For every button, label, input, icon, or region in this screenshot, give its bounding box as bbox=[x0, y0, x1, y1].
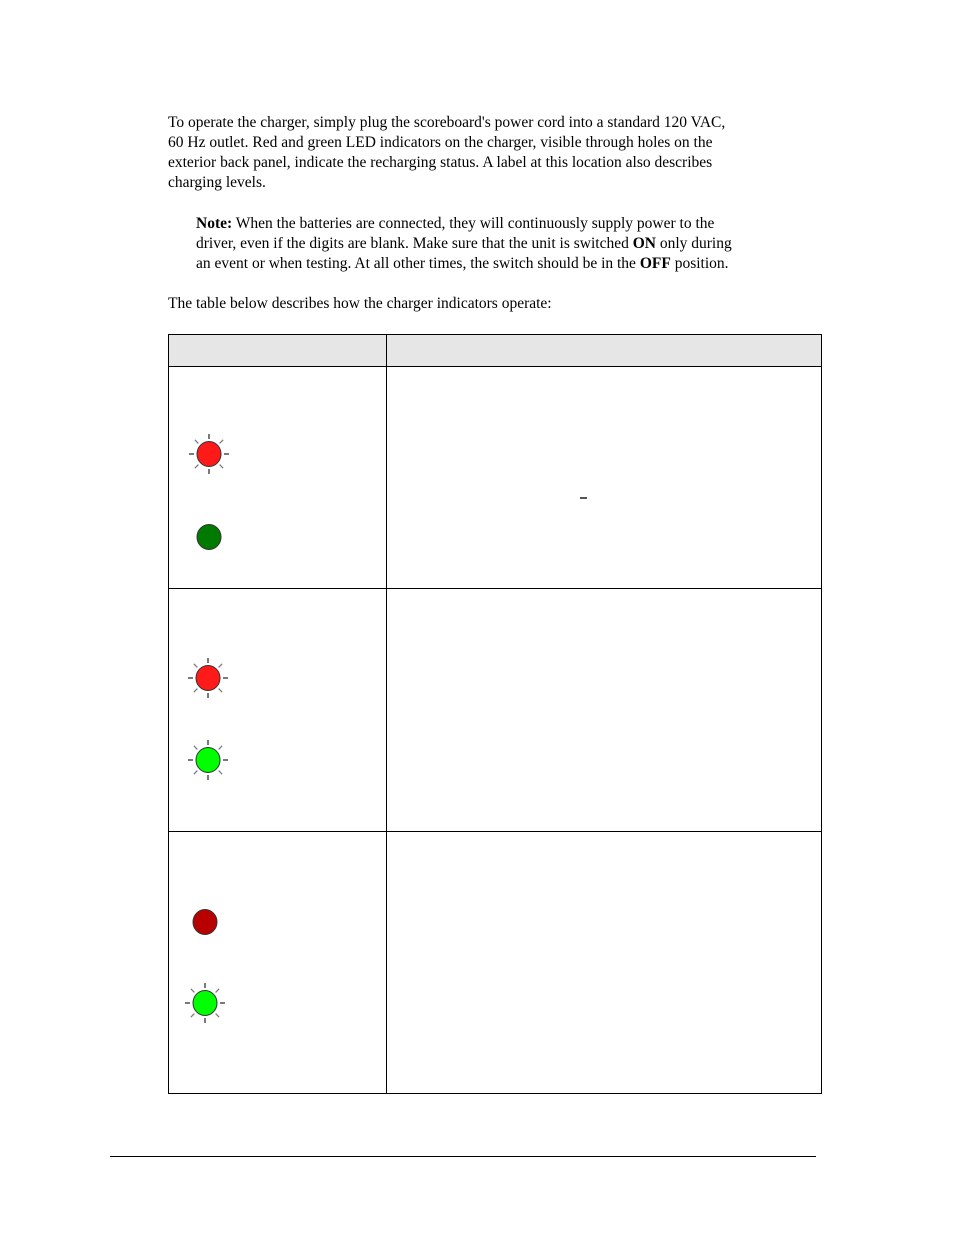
unlit-led-icon bbox=[185, 902, 225, 942]
off-keyword: OFF bbox=[639, 255, 671, 272]
note-text: an event or when testing. At all other times, the switch should be in the bbox=[196, 255, 640, 272]
note-text: driver, even if the digits are blank. Make sure that the unit is switched bbox=[196, 235, 633, 252]
table-intro: The table below describes how the charger indicators operate: bbox=[168, 295, 552, 312]
intro-line-1: To operate the charger, simply plug the scoreboard's power cord into a standard 120 VAC, bbox=[168, 114, 726, 131]
intro-line-3: exterior back panel, indicate the recharging status. A label at this location also describes bbox=[168, 154, 713, 171]
column-divider bbox=[386, 335, 387, 1093]
row-divider bbox=[169, 831, 821, 832]
note-label: Note: bbox=[196, 215, 233, 232]
note-text: only during bbox=[655, 235, 732, 252]
note-text: When the batteries are connected, they will continuously supply power to the bbox=[232, 215, 715, 232]
charger-indicator-table bbox=[168, 334, 822, 1094]
lit-led-icon bbox=[185, 983, 225, 1023]
note-line-2 bbox=[196, 234, 732, 254]
intro-line-2: 60 Hz outlet. Red and green LED indicators on the charger, visible through holes on the bbox=[168, 134, 713, 151]
on-keyword: ON bbox=[632, 235, 656, 252]
dash-mark bbox=[580, 497, 587, 499]
intro-line-4: charging levels. bbox=[168, 174, 266, 191]
row-divider bbox=[169, 588, 821, 589]
unlit-led-icon bbox=[189, 517, 229, 557]
note-text: position. bbox=[670, 255, 729, 272]
lit-led-icon bbox=[189, 434, 229, 474]
footer-rule bbox=[110, 1156, 816, 1157]
note-line-3 bbox=[196, 254, 729, 274]
note-line-1 bbox=[196, 214, 714, 234]
table-header-row bbox=[169, 335, 821, 367]
lit-led-icon bbox=[188, 658, 228, 698]
lit-led-icon bbox=[188, 740, 228, 780]
